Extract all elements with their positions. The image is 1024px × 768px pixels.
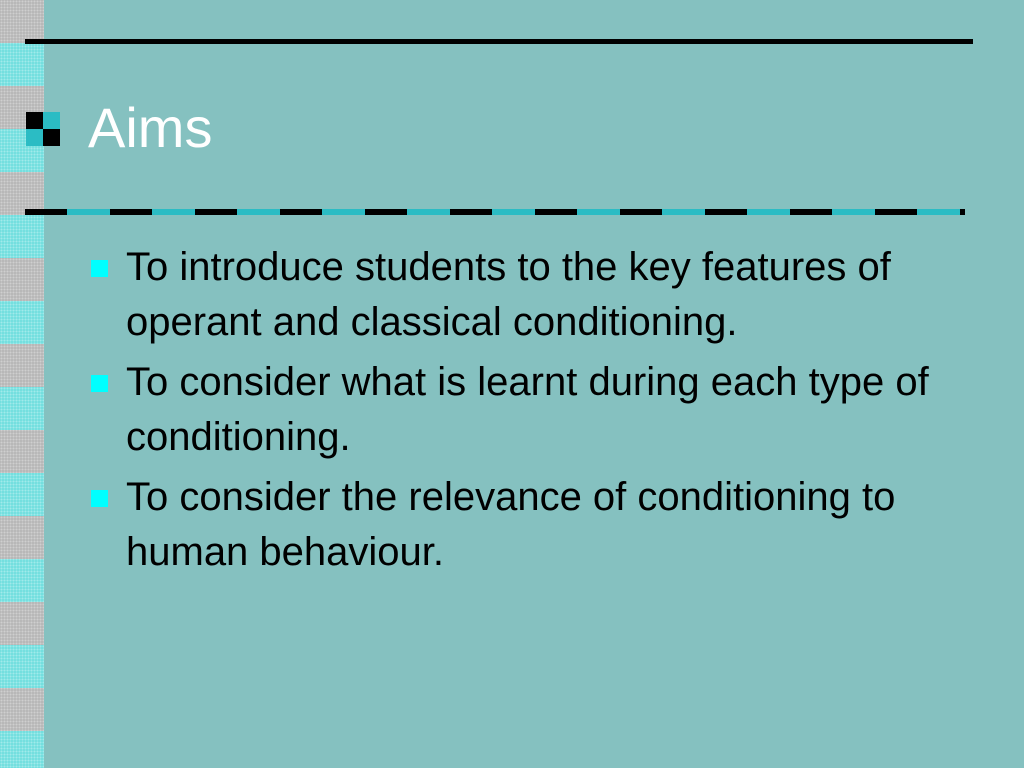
square-bullet-icon	[91, 490, 108, 507]
square-bullet-icon	[91, 260, 108, 277]
title-bullet-icon	[26, 112, 60, 146]
slide-title: Aims	[88, 96, 213, 159]
bullet-text: To consider the relevance of conditioning to human behaviour.	[126, 475, 896, 574]
bullet-list	[90, 240, 950, 585]
top-rule	[25, 39, 973, 44]
list-item	[90, 355, 950, 465]
list-item	[90, 240, 950, 350]
bullet-text: To introduce students to the key features of operant and classical conditioning.	[126, 245, 891, 344]
square-bullet-icon	[91, 375, 108, 392]
bullet-text: To consider what is learnt during each type of conditioning.	[126, 360, 929, 459]
list-item	[90, 470, 950, 580]
dashed-rule	[25, 209, 965, 215]
